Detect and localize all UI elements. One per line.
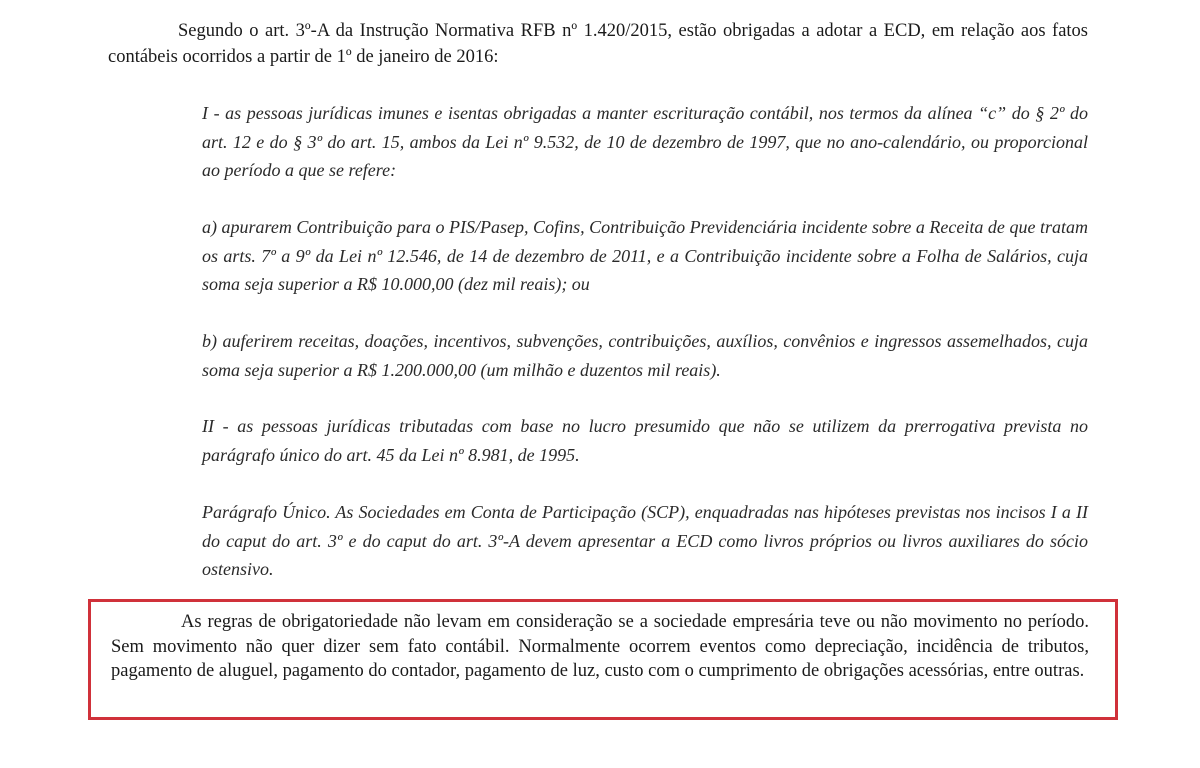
quote-item-I: I - as pessoas jurídicas imunes e isentas obrigadas a manter escrituração contábil, nos termos da alínea “c” do § 2º do art. 12 e do § 3º do art. 15, ambos da Lei nº 9.532, de 10 de dezembro de 1997, que no ano-calendário, ou proporcional ao período a que se refere:	[202, 103, 1088, 180]
quote-item-II: II - as pessoas jurídicas tributadas com base no lucro presumido que não se utilizem da prerrogativa prevista no parágrafo único do art. 45 da Lei nº 8.981, de 1995.	[202, 416, 1088, 465]
highlighted-note-text: As regras de obrigatoriedade não levam em consideração se a sociedade empresária teve ou não movimento no período. Sem movimento não quer dizer sem fato contábil. Normalmente ocorrem eventos como depreciação, incidência de tributos, pagamento de aluguel, pagamento do contador, pagamento de luz, custo com o cumprimento de obrigações acessórias, entre outras.	[111, 612, 1089, 681]
quote-paragrafo-unico: Parágrafo Único. As Sociedades em Conta de Participação (SCP), enquadradas nas hipóteses previstas nos incisos I a II do caput do art. 3º e do caput do art. 3º-A devem apresentar a ECD como livros próprios ou livros auxiliares do sócio ostensivo.	[202, 502, 1088, 579]
intro-paragraph: Segundo o art. 3º-A da Instrução Normativa RFB nº 1.420/2015, estão obrigadas a adotar a ECD, em relação aos fatos contábeis ocorridos a partir de 1º de janeiro de 2016:	[108, 21, 1088, 67]
highlighted-note-box	[88, 599, 1118, 720]
quote-item-b: b) auferirem receitas, doações, incentivos, subvenções, contribuições, auxílios, convênios e ingressos assemelhados, cuja soma seja superior a R$ 1.200.000,00 (um milhão e duzentos mil reais).	[202, 331, 1088, 380]
quote-item-a: a) apurarem Contribuição para o PIS/Pasep, Cofins, Contribuição Previdenciária incidente sobre a Receita de que tratam os arts. 7º a 9º da Lei nº 12.546, de 14 de dezembro de 2011, e a Contribuição incidente sobre a Folha de Salários, cuja soma seja superior a R$ 10.000,00 (dez mil reais); ou	[202, 217, 1088, 294]
